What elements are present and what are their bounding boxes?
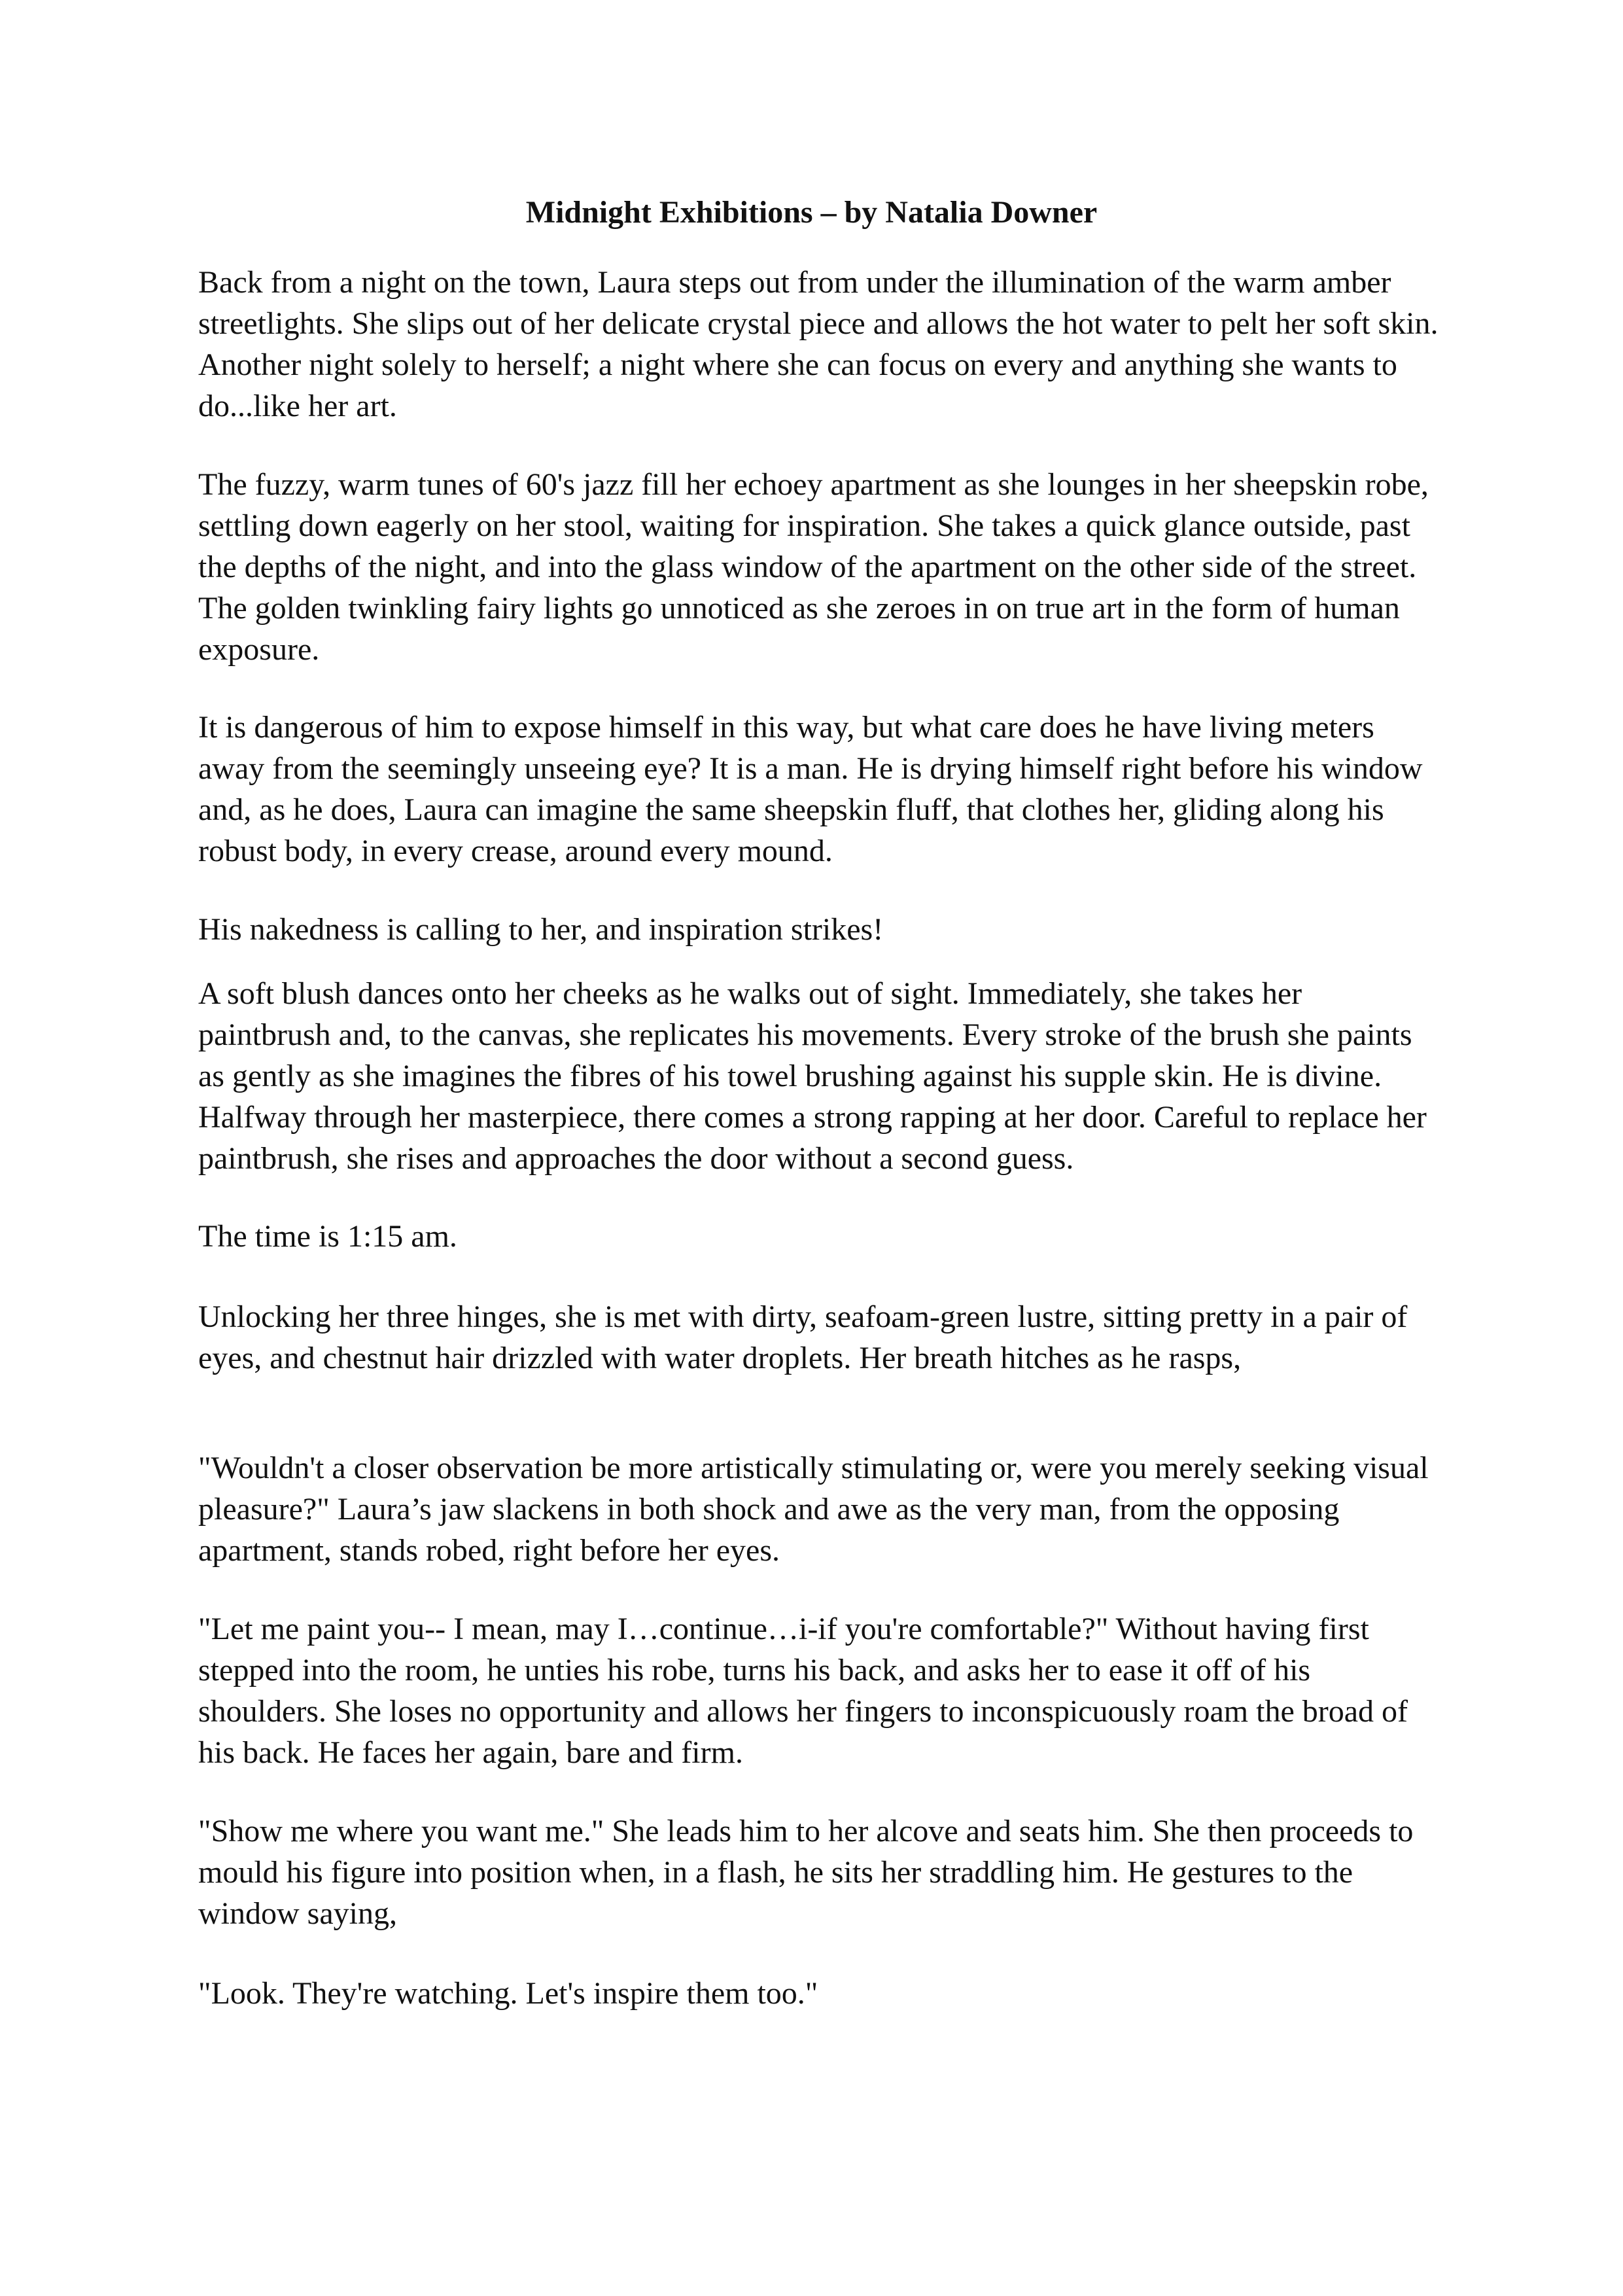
paragraph-11: "Look. They're watching. Let's inspire them too.": [198, 1976, 818, 2011]
paragraph-3: It is dangerous of him to expose himself in this way, but what care does he have living meters away from the seemingly unseeing eye? It is a man. He is drying himself right before his window and, as he does, Laura can imagine the same sheepskin fluff, that clothes her, gliding along his robust body, in every crease, around every mound.: [198, 710, 1423, 868]
paragraph-1: Back from a night on the town, Laura steps out from under the illumination of the warm amber streetlights. She slips out of her delicate crystal piece and allows the hot water to pelt her soft skin. Another night solely to herself; a night where she can focus on every and anything she wants to do...like her art.: [198, 265, 1439, 423]
paragraph-6: The time is 1:15 am.: [198, 1219, 457, 1254]
paragraph-4: His nakedness is calling to her, and inspiration strikes!: [198, 912, 884, 947]
paragraph-8: "Wouldn't a closer observation be more artistically stimulating or, were you merely seeking visual pleasure?" Laura’s jaw slackens in both shock and awe as the very man, from the opposing apartment, stands robed, right before her eyes.: [198, 1451, 1429, 1568]
paragraph-5: A soft blush dances onto her cheeks as he walks out of sight. Immediately, she takes her paintbrush and, to the canvas, she replicates his movements. Every stroke of the brush she paints as gently as she imagines the fibres of his towel brushing against his supple skin. He is divine. Halfway through her masterpiece, there comes a strong rapping at her door. Careful to replace her paintbrush, she rises and approaches the door without a second guess.: [198, 976, 1427, 1176]
document-title: Midnight Exhibitions – by Natalia Downer: [525, 195, 1098, 230]
paragraph-2: The fuzzy, warm tunes of 60's jazz fill her echoey apartment as she lounges in her sheepskin robe, settling down eagerly on her stool, waiting for inspiration. She takes a quick glance outside, past the depths of the night, and into the glass window of the apartment on the other side of the street. The golden twinkling fairy lights go unnoticed as she zeroes in on true art in the form of human exposure.: [198, 467, 1429, 667]
paragraph-7: Unlocking her three hinges, she is met with dirty, seafoam-green lustre, sitting pretty in a pair of eyes, and chestnut hair drizzled with water droplets. Her breath hitches as he rasps,: [198, 1299, 1408, 1375]
paragraph-10: "Show me where you want me." She leads him to her alcove and seats him. She then proceeds to mould his figure into position when, in a flash, he sits her straddling him. He gestures to the window saying,: [198, 1814, 1414, 1931]
paragraph-9: "Let me paint you-- I mean, may I…continue…i-if you're comfortable?" Without having first stepped into the room, he unties his robe, turns his back, and asks her to ease it off of his shoulders. She loses no opportunity and allows her fingers to inconspicuously roam the broad of his back. He faces her again, bare and firm.: [198, 1612, 1408, 1770]
